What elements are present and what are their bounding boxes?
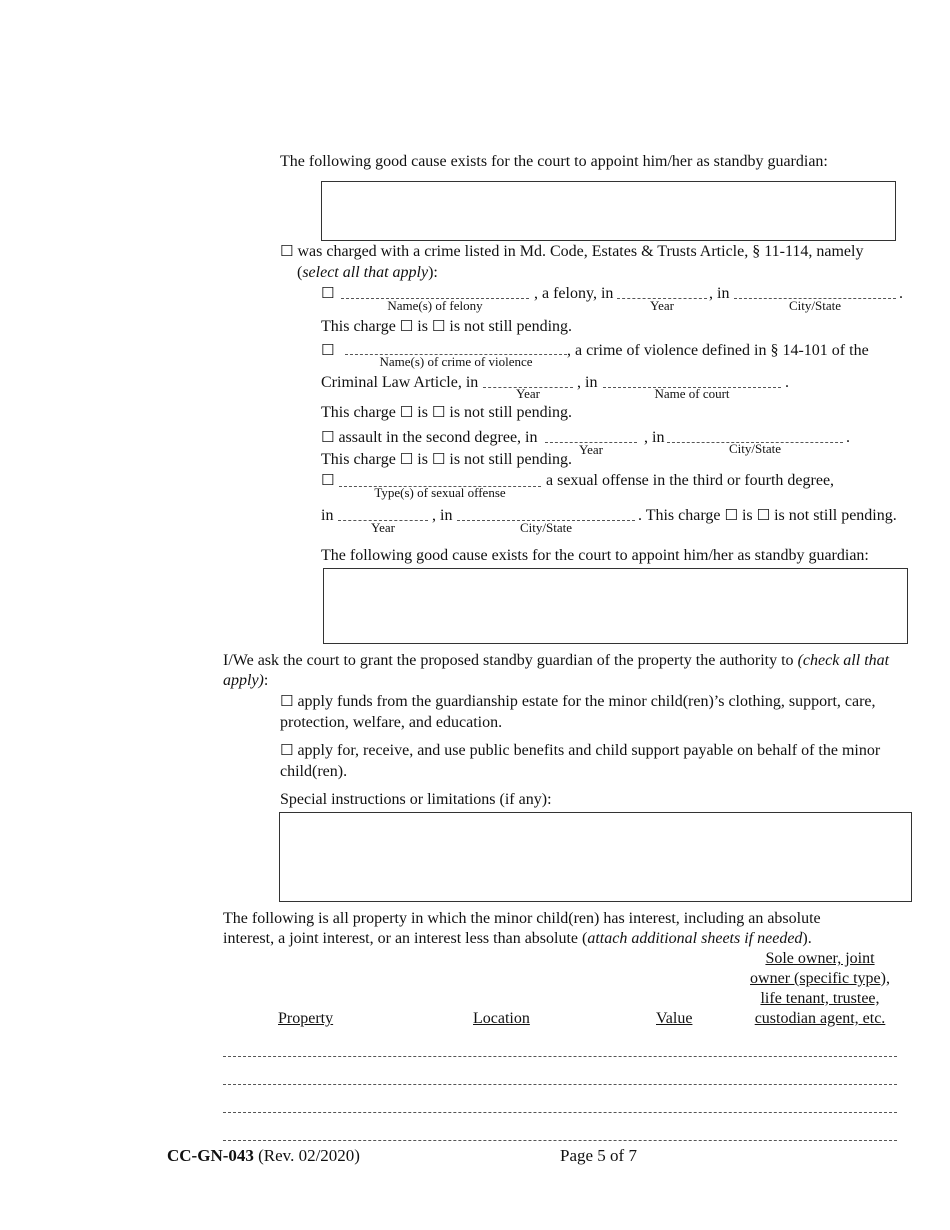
- violence-pending-row: This charge ☐ is ☐ is not still pending.: [321, 403, 573, 421]
- crime-row: [280, 243, 863, 261]
- violence-court-caption: Name of court: [654, 386, 730, 401]
- authority-option-1: ☐ apply funds from the guardianship estate for the minor child(ren)’s clothing, support, care,: [280, 692, 876, 710]
- felony-text: , a felony, in: [534, 285, 614, 302]
- owner-header-3: life tenant, trustee,: [760, 990, 880, 1007]
- owner-header-2: owner (specific type),: [750, 970, 890, 987]
- felony-checkbox[interactable]: ☐: [321, 284, 335, 302]
- sexual-line2-prefix: in: [321, 507, 334, 524]
- violence-checkbox[interactable]: ☐: [321, 341, 335, 359]
- crime-checkbox[interactable]: ☐: [280, 242, 294, 260]
- assault-place-caption: City/State: [729, 441, 781, 456]
- location-header: Location: [473, 1010, 530, 1027]
- sexual-pending-is-checkbox[interactable]: ☐: [724, 506, 738, 524]
- good-cause-label-1: The following good cause exists for the court to appoint him/her as standby guardian:: [280, 153, 828, 170]
- property-entry-line[interactable]: [223, 1140, 897, 1141]
- felony-place-caption: City/State: [789, 298, 841, 313]
- violence-pending-is-checkbox[interactable]: ☐: [399, 403, 414, 421]
- property-header: Property: [278, 1010, 334, 1027]
- violence-pending-not-checkbox[interactable]: ☐: [431, 403, 446, 421]
- form-revision: (Rev. 02/2020): [258, 1146, 360, 1165]
- felony-name-caption: Name(s) of felony: [387, 298, 483, 313]
- assault-checkbox[interactable]: ☐: [321, 428, 335, 446]
- property-intro-line1: The following is all property in which the minor child(ren) has interest, including an absolute: [223, 910, 821, 927]
- select-all-note: (select all that apply):: [297, 264, 438, 281]
- form-code: CC-GN-043: [167, 1146, 254, 1165]
- violence-end: .: [785, 374, 789, 391]
- assault-pending-row: This charge ☐ is ☐ is not still pending.: [321, 450, 573, 468]
- property-intro-line2: interest, a joint interest, or an interest less than absolute (attach additional sheets if needed).: [223, 930, 812, 947]
- sexual-type-caption: Type(s) of sexual offense: [374, 485, 506, 500]
- violence-text: , a crime of violence defined in § 14-101 of the: [567, 342, 869, 359]
- violence-year-caption: Year: [516, 386, 540, 401]
- violence-in-text: , in: [577, 374, 598, 391]
- felony-end: .: [899, 285, 903, 302]
- form-id: [167, 1146, 360, 1166]
- sexual-in-text: , in: [432, 507, 453, 524]
- assault-in-text: , in: [644, 429, 665, 446]
- sexual-year-caption: Year: [371, 520, 395, 535]
- sexual-pending-row: . This charge ☐ is ☐ is not still pending.: [638, 506, 897, 524]
- owner-header-1: Sole owner, joint: [765, 950, 875, 967]
- authority-option-2-line2: child(ren).: [280, 763, 348, 780]
- good-cause-box-2[interactable]: [323, 568, 908, 644]
- felony-year-caption: Year: [650, 298, 674, 313]
- good-cause-label-2: The following good cause exists for the court to appoint him/her as standby guardian:: [321, 547, 869, 564]
- owner-header-4: custodian agent, etc.: [754, 1010, 886, 1027]
- good-cause-box-1[interactable]: [321, 181, 896, 241]
- violence-line2-prefix: Criminal Law Article, in: [321, 374, 479, 391]
- authority-intro: I/We ask the court to grant the proposed standby guardian of the property the authority to (check all that: [223, 652, 890, 669]
- violence-name-caption: Name(s) of crime of violence: [379, 354, 533, 369]
- felony-pending-is-checkbox[interactable]: ☐: [399, 317, 414, 335]
- crime-label: was charged with a crime listed in Md. Code, Estates & Trusts Article, § 11-114, namely: [297, 243, 864, 260]
- public-benefits-checkbox[interactable]: ☐: [280, 741, 294, 759]
- assault-row: ☐ assault in the second degree, in: [321, 428, 538, 446]
- felony-in-text: , in: [709, 285, 730, 302]
- authority-option-2: ☐ apply for, receive, and use public benefits and child support payable on behalf of the minor: [280, 741, 881, 759]
- assault-end: .: [846, 429, 850, 446]
- assault-pending-is-checkbox[interactable]: ☐: [399, 450, 414, 468]
- property-entry-line[interactable]: [223, 1112, 897, 1113]
- value-header: Value: [656, 1010, 693, 1027]
- apply-funds-checkbox[interactable]: ☐: [280, 692, 294, 710]
- felony-pending-not-checkbox[interactable]: ☐: [431, 317, 446, 335]
- special-instructions-box[interactable]: [279, 812, 912, 902]
- authority-intro-line2: apply):: [223, 672, 269, 689]
- felony-pending-row: This charge ☐ is ☐ is not still pending.: [321, 317, 573, 335]
- property-entry-line[interactable]: [223, 1084, 897, 1085]
- property-entry-line[interactable]: [223, 1056, 897, 1057]
- page-number: Page 5 of 7: [560, 1146, 637, 1165]
- sexual-checkbox[interactable]: ☐: [321, 471, 335, 489]
- sexual-text: a sexual offense in the third or fourth degree,: [546, 472, 835, 489]
- sexual-place-caption: City/State: [520, 520, 572, 535]
- sexual-pending-not-checkbox[interactable]: ☐: [756, 506, 771, 524]
- authority-option-1-line2: protection, welfare, and education.: [280, 714, 503, 731]
- special-instructions-label: Special instructions or limitations (if any):: [280, 791, 552, 808]
- assault-year-caption: Year: [579, 442, 603, 457]
- assault-pending-not-checkbox[interactable]: ☐: [431, 450, 446, 468]
